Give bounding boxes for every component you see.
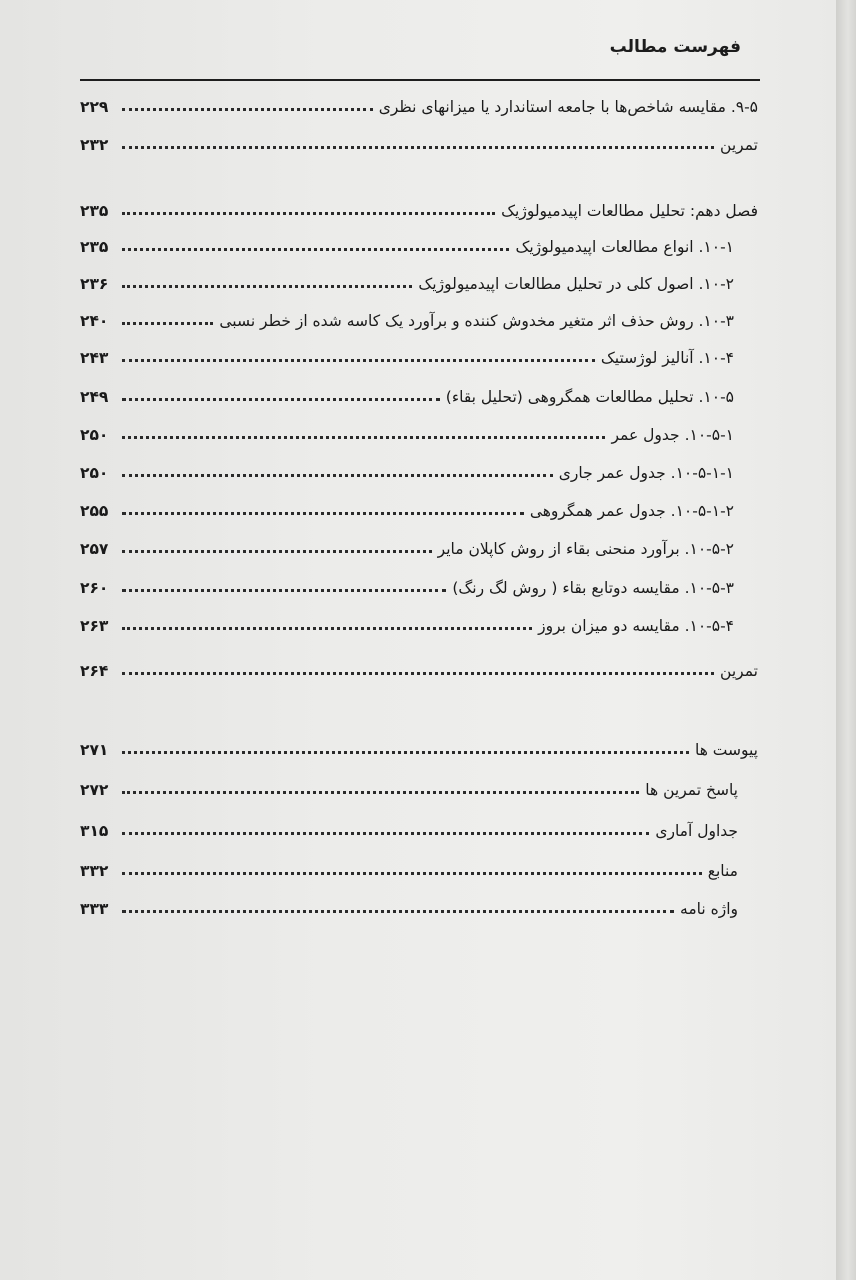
toc-leader-dots xyxy=(122,672,714,675)
toc-entry xyxy=(80,302,758,330)
toc-leader-dots xyxy=(122,108,373,111)
toc-entry xyxy=(80,339,758,367)
page-title: فهرست مطالب xyxy=(609,37,741,57)
toc-entry-page: ۲۴۹ xyxy=(80,388,109,406)
toc-leader-dots xyxy=(122,627,532,630)
toc-entry-title: ۱۰-۵-۴. مقایسه دو میزان بروز xyxy=(538,617,734,635)
toc-entry xyxy=(80,378,758,406)
toc-leader-dots xyxy=(122,248,509,251)
toc-entry-title: ۱۰-۵-۱. جدول عمر xyxy=(611,426,734,444)
toc-entry-page: ۲۷۲ xyxy=(80,781,109,799)
toc-leader-dots xyxy=(122,832,649,835)
toc-entry-title: ۱۰-۳. روش حذف اثر متغیر مخدوش کننده و برآورد یک کاسه شده از خطر نسبی xyxy=(219,312,734,330)
toc-entry-page: ۲۷۱ xyxy=(80,741,109,759)
toc-entry-page: ۲۳۵ xyxy=(80,238,109,256)
toc-entry xyxy=(80,890,758,918)
toc-chapter-entry xyxy=(80,192,758,220)
toc-entry xyxy=(80,530,758,558)
toc-entry-title: واژه نامه xyxy=(680,900,738,918)
toc-appendix-entry xyxy=(80,731,758,759)
toc-entry-page: ۲۳۲ xyxy=(80,136,109,154)
toc-leader-dots xyxy=(122,512,524,515)
toc-leader-dots xyxy=(122,285,412,288)
toc-entry-title: ۱۰-۵-۱-۲. جدول عمر همگروهی xyxy=(529,502,734,520)
toc-entry xyxy=(80,812,758,840)
toc-entry-title: ۱۰-۴. آنالیز لوژستیک xyxy=(600,349,734,367)
toc-leader-dots xyxy=(122,474,553,477)
toc-entry-page: ۲۶۴ xyxy=(80,662,109,680)
toc-leader-dots xyxy=(122,436,605,439)
toc-leader-dots xyxy=(122,910,674,913)
toc-entry-title: فصل دهم: تحلیل مطالعات اپیدمیولوژیک xyxy=(501,202,758,220)
toc-leader-dots xyxy=(122,791,639,794)
toc-entry xyxy=(80,88,758,116)
toc-entry-page: ۲۶۰ xyxy=(80,579,109,597)
toc-entry-title: پاسخ تمرین ها xyxy=(645,781,738,799)
toc-entry-title: پیوست ها xyxy=(694,741,758,759)
toc-entry-title: ۱۰-۵-۲. برآورد منحنی بقاء از روش کاپلان مایر xyxy=(437,540,734,558)
toc-entry-page: ۳۳۳ xyxy=(80,900,109,918)
toc-entry-page: ۲۵۰ xyxy=(80,426,109,444)
toc-entry-title: تمرین xyxy=(720,136,758,154)
toc-leader-dots xyxy=(122,550,432,553)
toc-entry-title: منابع xyxy=(707,862,738,880)
toc-entry-page: ۲۴۰ xyxy=(80,312,109,330)
toc-entry-page: ۲۳۶ xyxy=(80,275,109,293)
toc-entry-page: ۲۴۳ xyxy=(80,349,109,367)
toc-entry-page: ۲۵۷ xyxy=(80,540,109,558)
book-page-edge xyxy=(836,0,856,1280)
toc-entry xyxy=(80,569,758,597)
toc-entry-page: ۲۵۵ xyxy=(80,502,109,520)
toc-entry xyxy=(80,416,758,444)
toc-leader-dots xyxy=(122,212,495,215)
toc-entry xyxy=(80,852,758,880)
toc-entry xyxy=(80,771,758,799)
toc-entry-page: ۲۶۳ xyxy=(80,617,109,635)
toc-entry xyxy=(80,492,758,520)
toc-entry-title: ۱۰-۵. تحلیل مطالعات همگروهی (تحلیل بقاء) xyxy=(445,388,734,406)
toc-leader-dots xyxy=(122,359,595,362)
toc-entry-title: تمرین xyxy=(720,662,758,680)
toc-entry xyxy=(80,652,758,680)
header-divider xyxy=(80,79,760,81)
toc-leader-dots xyxy=(122,146,714,149)
toc-entry-title: جداول آماری xyxy=(655,822,738,840)
toc-entry-page: ۲۳۵ xyxy=(80,202,109,220)
toc-entry-page: ۳۳۲ xyxy=(80,862,109,880)
toc-leader-dots xyxy=(122,872,702,875)
toc-entry xyxy=(80,454,758,482)
toc-entry-title: ۱۰-۲. اصول کلی در تحلیل مطالعات اپیدمیولوژیک xyxy=(418,275,734,293)
toc-entry-page: ۲۲۹ xyxy=(80,98,109,116)
toc-entry xyxy=(80,607,758,635)
toc-entry-page: ۳۱۵ xyxy=(80,822,109,840)
toc-entry-title: ۱۰-۱. انواع مطالعات اپیدمیولوژیک xyxy=(515,238,734,256)
toc-leader-dots xyxy=(122,751,689,754)
toc-leader-dots xyxy=(122,589,446,592)
toc-entry-title: ۹-۵. مقایسه شاخص‌ها با جامعه استاندارد یا میزانهای نظری xyxy=(378,98,758,116)
toc-entry xyxy=(80,126,758,154)
toc-entry-page: ۲۵۰ xyxy=(80,464,109,482)
toc-entry xyxy=(80,265,758,293)
toc-leader-dots xyxy=(122,398,440,401)
toc-leader-dots xyxy=(122,322,213,325)
toc-entry-title: ۱۰-۵-۱-۱. جدول عمر جاری xyxy=(558,464,734,482)
toc-entry-title: ۱۰-۵-۳. مقایسه دوتابع بقاء ( روش لگ رنگ) xyxy=(452,579,734,597)
toc-entry xyxy=(80,228,758,256)
